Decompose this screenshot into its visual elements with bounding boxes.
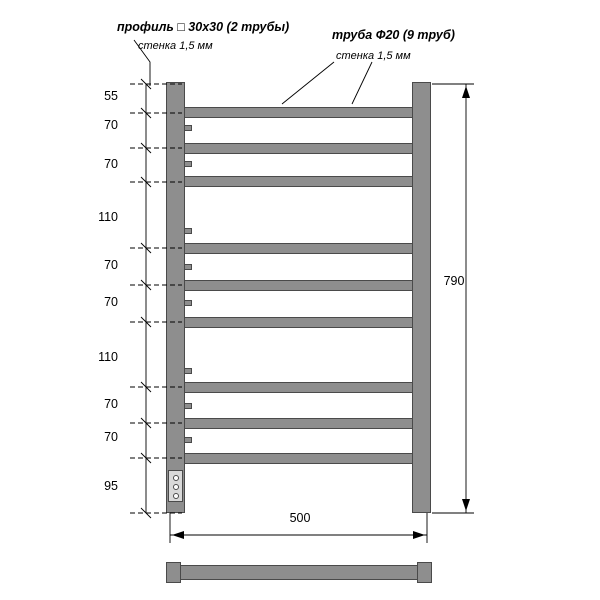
rung-1 bbox=[166, 107, 424, 118]
post-left bbox=[166, 82, 185, 513]
rung-9 bbox=[166, 453, 424, 464]
rung-3 bbox=[166, 176, 424, 187]
annotation-tube-title: труба Ф20 (9 труб) bbox=[332, 28, 455, 42]
control-dot-2[interactable] bbox=[173, 484, 179, 490]
rung-2 bbox=[166, 143, 424, 154]
rung-6 bbox=[166, 317, 424, 328]
annotation-profile-subtitle: стенка 1,5 мм bbox=[138, 40, 213, 52]
annotation-tube-subtitle: стенка 1,5 мм bbox=[336, 50, 411, 62]
top-view-bar bbox=[166, 565, 432, 580]
control-dot-3[interactable] bbox=[173, 493, 179, 499]
leader-tube-2 bbox=[352, 62, 372, 104]
dimension-label-3: 70 bbox=[104, 157, 118, 171]
control-dot-1[interactable] bbox=[173, 475, 179, 481]
dimension-label-7: 110 bbox=[98, 350, 118, 364]
annotation-profile-title: профиль □ 30х30 (2 трубы) bbox=[117, 20, 290, 34]
top-view-end-left bbox=[166, 562, 181, 583]
dimension-label-8: 70 bbox=[104, 397, 118, 411]
rung-5 bbox=[166, 280, 424, 291]
dimension-label-4: 110 bbox=[98, 210, 118, 224]
dimension-label-overall-width: 500 bbox=[289, 511, 311, 525]
leader-tube-1 bbox=[282, 62, 334, 104]
rung-7 bbox=[166, 382, 424, 393]
rung-8 bbox=[166, 418, 424, 429]
dimension-label-overall-height: 790 bbox=[443, 274, 465, 288]
dimension-label-10: 95 bbox=[104, 479, 118, 493]
rung-4 bbox=[166, 243, 424, 254]
dimension-label-1: 55 bbox=[104, 89, 118, 103]
dimension-label-6: 70 bbox=[104, 295, 118, 309]
post-right bbox=[412, 82, 431, 513]
dimension-label-2: 70 bbox=[104, 118, 118, 132]
dimension-label-9: 70 bbox=[104, 430, 118, 444]
control-panel[interactable] bbox=[168, 470, 183, 502]
top-view-end-right bbox=[417, 562, 432, 583]
dimension-label-5: 70 bbox=[104, 258, 118, 272]
